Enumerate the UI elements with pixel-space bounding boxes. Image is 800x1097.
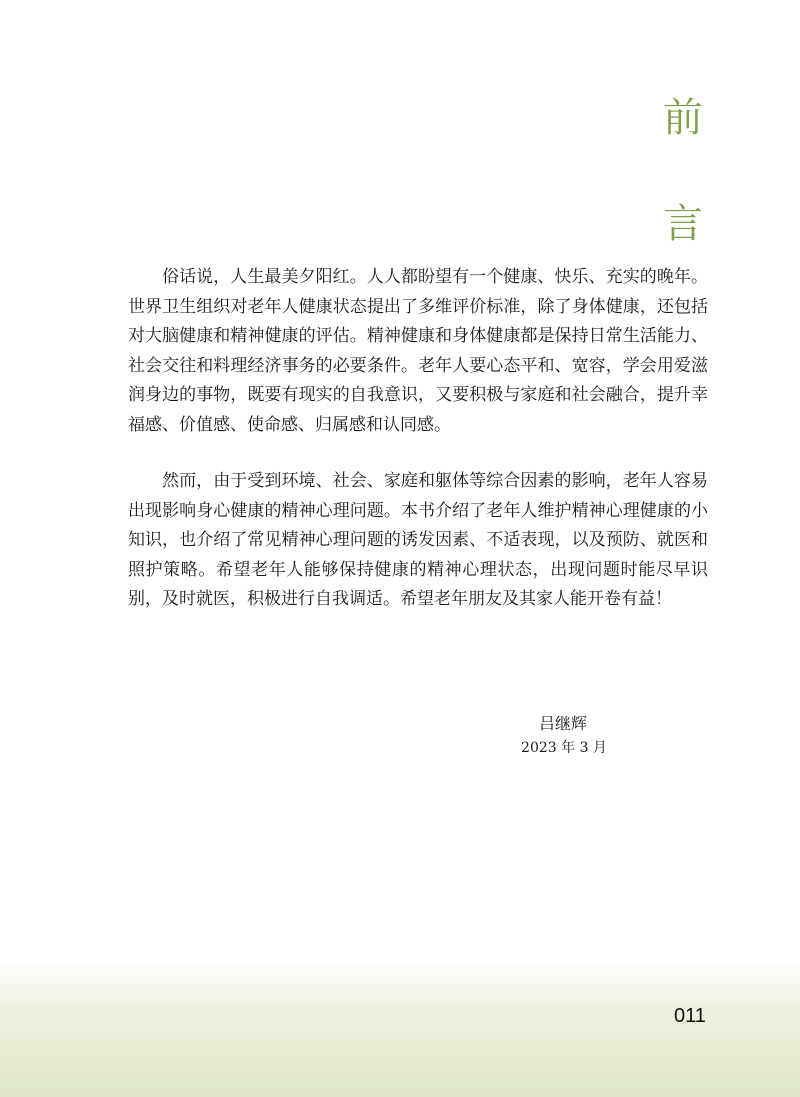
preface-title-char-1: 前 (663, 95, 703, 141)
signature-date: 2023 年 3 月 (521, 740, 607, 756)
preface-paragraph-1: 俗话说，人生最美夕阳红。人人都盼望有一个健康、快乐、充实的晚年。世界卫生组织对老年人健康状态提出了多维评价标准，除了身体健康，还包括对大脑健康和精神健康的评估。精神健康和身体健康都是保持日常生活能力、社会交往和料理经济事务的必要条件。老年人要心态平和、宽容，学会用爱滋润身边的事物，既要有现实的自我意识，又要积极与家庭和社会融合，提升幸福感、价值感、使命感、归属感和认同感。 (128, 267, 708, 435)
preface-paragraph-2: 然而，由于受到环境、社会、家庭和躯体等综合因素的影响，老年人容易出现影响身心健康的精神心理问题。本书介绍了老年人维护精神心理健康的小知识，也介绍了常见精神心理问题的诱发因素、不适表现，以及预防、就医和照护策略。希望老年人能够保持健康的精神心理状态，出现问题时能尽早识别，及时就医，积极进行自我调适。希望老年朋友及其家人能开卷有益！ (128, 471, 708, 609)
page-number: 011 (674, 1005, 706, 1027)
preface-title-char-2: 言 (663, 201, 703, 247)
author-signature: 吕继辉 (538, 714, 587, 733)
